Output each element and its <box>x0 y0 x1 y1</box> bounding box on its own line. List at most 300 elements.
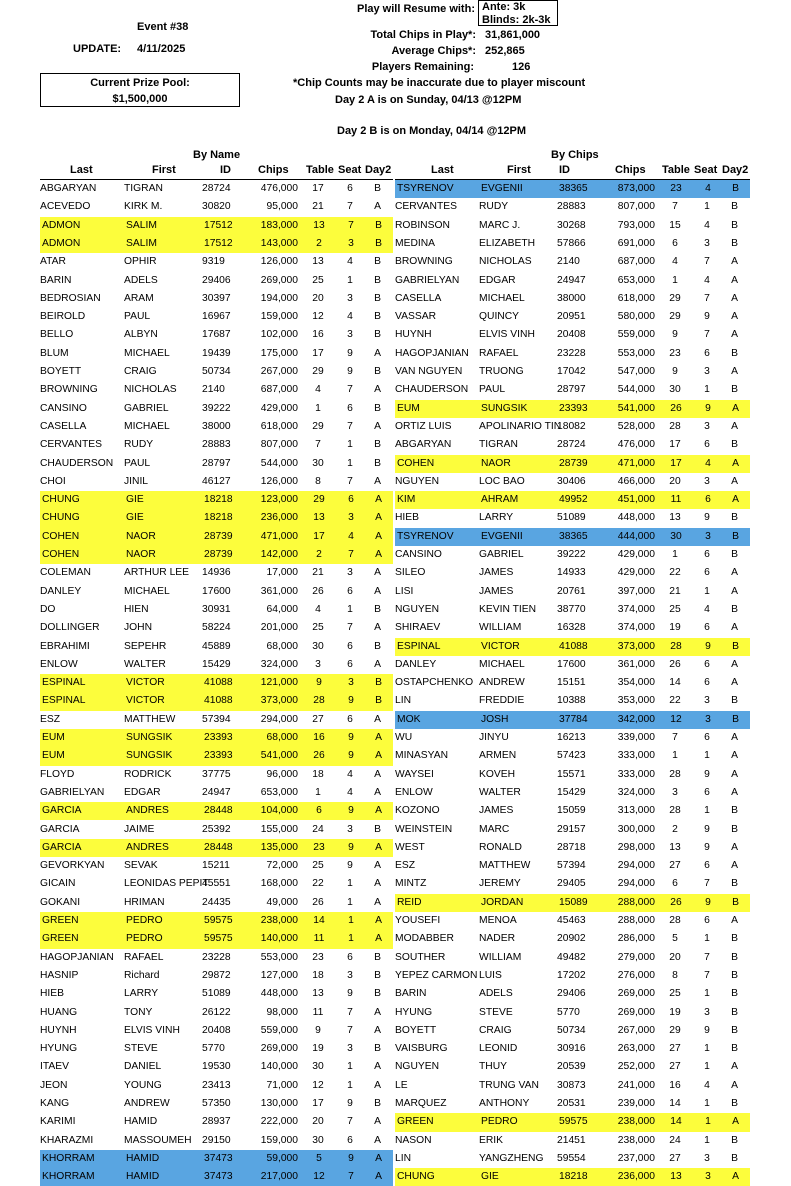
col-id: ID <box>559 164 570 176</box>
cell-seat: 3 <box>704 366 710 377</box>
cell-first: HRIMAN <box>124 896 165 908</box>
cell-chips: 140,000 <box>242 930 298 948</box>
cell-first: NADER <box>479 933 516 945</box>
table-row <box>40 857 393 875</box>
table-row <box>40 619 393 637</box>
cell-chips: 238,000 <box>242 912 298 930</box>
cell-table: 30 <box>655 528 695 546</box>
cell-last: KHARAZMI <box>40 1134 94 1146</box>
cell-seat: 3 <box>338 509 362 527</box>
cell-seat: 7 <box>347 1006 353 1018</box>
cell-first: SEVAK <box>124 860 158 872</box>
cell-first: HIEN <box>124 603 149 615</box>
cell-id: 29872 <box>202 969 231 981</box>
cell-table: 25 <box>669 988 681 1000</box>
cell-seat: 3 <box>347 969 353 981</box>
cell-seat: 6 <box>704 915 710 926</box>
col-seat: Seat <box>338 164 362 176</box>
cell-chips: 448,000 <box>260 988 298 1000</box>
cell-table: 27 <box>669 1152 681 1164</box>
cell-last: FLOYD <box>40 768 75 780</box>
cell-id: 20408 <box>202 1024 231 1036</box>
cell-id: 30268 <box>557 219 586 231</box>
cell-table: 1 <box>315 402 321 414</box>
cell-id: 28739 <box>557 455 597 473</box>
table-row <box>395 930 750 948</box>
cell-seat: 3 <box>695 528 719 546</box>
cell-chips: 59,000 <box>242 1150 298 1168</box>
cell-table: 13 <box>312 256 324 268</box>
table-row <box>395 326 750 344</box>
cell-first: ANDREW <box>124 1098 170 1109</box>
table-row <box>40 766 393 784</box>
cell-table: 21 <box>312 201 324 213</box>
cell-day2: A <box>374 1006 381 1018</box>
cell-seat: 4 <box>704 603 710 615</box>
cell-id: 26122 <box>202 1006 231 1018</box>
table-row <box>395 1022 750 1040</box>
cell-last: KIM <box>395 491 479 509</box>
cell-last: CHAUDERSON <box>395 384 469 396</box>
cell-seat: 4 <box>347 768 353 780</box>
cell-id: 39222 <box>557 549 586 560</box>
cell-table: 24 <box>312 823 324 835</box>
cell-id: 21451 <box>557 1134 586 1146</box>
cell-first: KOVEH <box>479 768 516 780</box>
cell-first: AHRAM <box>479 491 557 509</box>
table-row <box>40 1095 393 1113</box>
cell-chips: 143,000 <box>242 235 298 253</box>
cell-seat: 1 <box>347 878 353 890</box>
cell-day2: A <box>731 658 738 670</box>
cell-seat: 1 <box>704 750 710 762</box>
cell-id: 14933 <box>557 567 586 579</box>
table-row <box>395 363 750 381</box>
cell-chips: 142,000 <box>242 546 298 564</box>
update-date: 4/11/2025 <box>137 43 186 55</box>
cell-first: JAMES <box>479 805 514 817</box>
cell-day2: A <box>731 860 738 872</box>
prize-pool-label: Current Prize Pool: <box>90 77 190 89</box>
cell-id: 37775 <box>202 768 231 780</box>
cell-table: 28 <box>669 420 681 432</box>
cell-last: VAN NGUYEN <box>395 366 463 377</box>
col-table: Table <box>662 164 690 176</box>
cell-first: TIGRAN <box>124 183 163 194</box>
cell-first: JAMES <box>479 567 514 579</box>
cell-day2: B <box>731 439 738 451</box>
cell-chips: 547,000 <box>617 366 655 377</box>
cell-last: HUYNH <box>395 329 432 341</box>
cell-id: 20531 <box>557 1098 586 1109</box>
cell-id: 28724 <box>557 439 586 451</box>
table-row <box>40 711 393 729</box>
cell-first: GABRIEL <box>479 549 524 560</box>
table-row <box>395 400 750 418</box>
cell-day2: B <box>731 933 738 945</box>
cell-day2: A <box>362 546 393 564</box>
cell-id: 28883 <box>557 201 586 213</box>
cell-first: NAOR <box>124 528 202 546</box>
cell-chips: 476,000 <box>617 439 655 451</box>
cell-id: 45889 <box>202 640 231 652</box>
cell-seat: 4 <box>695 455 719 473</box>
cell-chips: 95,000 <box>266 201 298 213</box>
col-chips: Chips <box>615 164 646 176</box>
cell-id: 50734 <box>557 1024 586 1036</box>
cell-chips: 374,000 <box>617 622 655 634</box>
cell-last: GREEN <box>395 1113 479 1131</box>
cell-first: VICTOR <box>479 638 557 656</box>
cell-first: SALIM <box>124 235 202 253</box>
cell-id: 50734 <box>202 366 231 377</box>
cell-day2: B <box>731 805 738 817</box>
cell-last: NASON <box>395 1134 432 1146</box>
cell-day2: B <box>362 692 393 710</box>
by-chips-title: By Chips <box>551 149 599 161</box>
table-row <box>395 546 750 564</box>
cell-last: CHUNG <box>40 491 124 509</box>
cell-first: HAMID <box>124 1116 158 1128</box>
table-row <box>40 473 393 491</box>
cell-id: 59575 <box>202 930 242 948</box>
cell-last: DANLEY <box>395 658 437 670</box>
cell-chips: 168,000 <box>260 878 298 890</box>
average-chips-label: Average Chips*: <box>391 45 476 57</box>
cell-chips: 68,000 <box>242 729 298 747</box>
cell-id: 45551 <box>202 878 231 890</box>
cell-chips: 17,000 <box>266 567 298 579</box>
cell-id: 18218 <box>202 491 242 509</box>
cell-first: JORDAN <box>479 894 557 912</box>
col-last: Last <box>70 164 93 176</box>
cell-chips: 528,000 <box>617 420 655 432</box>
cell-seat: 7 <box>338 1168 362 1186</box>
cell-seat: 9 <box>704 1024 710 1036</box>
table-row <box>395 766 750 784</box>
cell-first: CRAIG <box>124 366 157 377</box>
cell-day2: B <box>731 823 738 835</box>
cell-chips: 374,000 <box>617 603 655 615</box>
cell-day2: A <box>362 839 393 857</box>
table-row <box>40 290 393 308</box>
cell-seat: 6 <box>704 658 710 670</box>
cell-last: MODABBER <box>395 933 454 945</box>
cell-last: COHEN <box>395 455 479 473</box>
cell-table: 28 <box>298 692 338 710</box>
cell-first: NICHOLAS <box>124 384 177 396</box>
table-row <box>40 894 393 912</box>
cell-id: 28718 <box>557 841 586 853</box>
table-row <box>395 967 750 985</box>
cell-last: KOZONO <box>395 805 440 817</box>
cell-seat: 1 <box>347 1079 353 1091</box>
cell-day2: A <box>374 347 381 359</box>
cell-chips: 217,000 <box>242 1168 298 1186</box>
cell-seat: 6 <box>704 567 710 579</box>
cell-table: 20 <box>312 1116 324 1128</box>
cell-last: LIN <box>395 695 412 707</box>
table-row <box>40 729 393 747</box>
cell-last: CHOI <box>40 475 66 487</box>
cell-first: NICHOLAS <box>479 256 532 268</box>
cell-seat: 9 <box>704 823 710 835</box>
cell-day2: A <box>719 1113 750 1131</box>
cell-seat: 4 <box>704 274 710 286</box>
cell-id: 28937 <box>202 1116 231 1128</box>
cell-last: BROWNING <box>40 384 98 396</box>
blinds-box <box>478 0 558 26</box>
cell-id: 28448 <box>202 839 242 857</box>
cell-last: CANSINO <box>40 402 87 414</box>
table-row <box>40 381 393 399</box>
cell-first: MARC J. <box>479 219 521 231</box>
cell-day2: A <box>731 677 738 689</box>
table-row <box>395 455 750 473</box>
cell-id: 30916 <box>557 1043 586 1055</box>
cell-last: YEPEZ CARMON <box>395 969 478 981</box>
table-row <box>40 1150 393 1168</box>
cell-first: PAUL <box>124 311 151 323</box>
table-row <box>395 747 750 765</box>
col-id: ID <box>220 164 231 176</box>
cell-last: ESPINAL <box>395 638 479 656</box>
cell-seat: 9 <box>704 768 710 780</box>
cell-last: VAISBURG <box>395 1043 448 1055</box>
table-row <box>40 1077 393 1095</box>
table-row <box>395 1077 750 1095</box>
cell-table: 25 <box>669 603 681 615</box>
cell-last: NGUYEN <box>395 603 440 615</box>
cell-first: PEDRO <box>479 1113 557 1131</box>
cell-id: 15151 <box>557 677 586 689</box>
cell-last: CASELLA <box>40 420 87 432</box>
cell-first: MICHAEL <box>124 585 170 597</box>
cell-first: RONALD <box>479 841 522 853</box>
cell-seat: 1 <box>704 585 710 597</box>
cell-day2: A <box>731 567 738 579</box>
cell-id: 37473 <box>202 1168 242 1186</box>
cell-first: QUINCY <box>479 311 520 323</box>
table-row <box>40 839 393 857</box>
cell-seat: 3 <box>704 1152 710 1164</box>
cell-table: 29 <box>312 366 324 377</box>
table-row <box>40 528 393 546</box>
cell-last: EUM <box>395 400 479 418</box>
cell-id: 17042 <box>557 366 586 377</box>
cell-first: CRAIG <box>479 1024 512 1036</box>
cell-seat: 7 <box>704 878 710 890</box>
cell-chips: 286,000 <box>617 933 655 945</box>
cell-day2: B <box>719 638 750 656</box>
cell-first: SEPEHR <box>124 640 167 652</box>
table-row <box>395 583 750 601</box>
cell-first: RAFAEL <box>124 951 164 963</box>
cell-seat: 7 <box>347 1116 353 1128</box>
table-row <box>395 802 750 820</box>
cell-seat: 9 <box>338 729 362 747</box>
table-row <box>40 253 393 271</box>
table-row <box>395 509 750 527</box>
cell-first: MENOA <box>479 915 517 926</box>
cell-last: MARQUEZ <box>395 1098 447 1109</box>
cell-id: 20408 <box>557 329 586 341</box>
cell-chips: 222,000 <box>260 1116 298 1128</box>
cell-seat: 3 <box>338 674 362 692</box>
cell-seat: 1 <box>704 1061 710 1073</box>
players-remaining-value: 126 <box>512 61 531 73</box>
cell-first: TIGRAN <box>479 439 518 451</box>
cell-table: 28 <box>655 638 695 656</box>
cell-chips: 72,000 <box>266 860 298 872</box>
cell-seat: 7 <box>347 420 353 432</box>
cell-day2: A <box>374 622 381 634</box>
cell-table: 2 <box>672 823 678 835</box>
table-row <box>395 601 750 619</box>
cell-table: 18 <box>312 969 324 981</box>
table-row <box>395 1168 750 1186</box>
table-row <box>40 217 393 235</box>
cell-id: 23393 <box>557 400 597 418</box>
cell-first: ARAM <box>124 292 154 304</box>
cell-day2: B <box>731 1043 738 1055</box>
cell-id: 30820 <box>202 201 231 213</box>
cell-id: 59554 <box>557 1152 586 1164</box>
table-row <box>40 363 393 381</box>
cell-last: BROWNING <box>395 256 453 268</box>
cell-last: EUM <box>40 729 124 747</box>
cell-table: 13 <box>669 841 681 853</box>
cell-day2: A <box>374 420 381 432</box>
cell-id: 46127 <box>202 475 231 487</box>
cell-day2: A <box>374 567 381 579</box>
cell-chips: 267,000 <box>617 1024 655 1036</box>
cell-day2: A <box>731 475 738 487</box>
cell-chips: 544,000 <box>617 384 655 396</box>
cell-id: 14936 <box>202 567 231 579</box>
cell-id: 59575 <box>202 912 242 930</box>
cell-last: CHUNG <box>40 509 124 527</box>
cell-chips: 236,000 <box>242 509 298 527</box>
cell-id: 38365 <box>557 180 597 198</box>
cell-table: 25 <box>312 622 324 634</box>
cell-id: 30406 <box>557 475 586 487</box>
cell-id: 20539 <box>557 1061 586 1073</box>
cell-seat: 6 <box>704 622 710 634</box>
table-row <box>40 985 393 1003</box>
cell-table: 16 <box>312 329 324 341</box>
cell-table: 5 <box>672 933 678 945</box>
cell-chips: 123,000 <box>242 491 298 509</box>
cell-id: 38000 <box>202 420 231 432</box>
cell-last: EBRAHIMI <box>40 640 90 652</box>
cell-table: 27 <box>669 1043 681 1055</box>
cell-chips: 466,000 <box>617 475 655 487</box>
cell-id: 41088 <box>202 692 242 710</box>
cell-first: LOC BAO <box>479 475 525 487</box>
table-row <box>395 473 750 491</box>
cell-last: GARCIA <box>40 802 124 820</box>
cell-last: COHEN <box>40 546 124 564</box>
table-row <box>40 546 393 564</box>
table-row <box>395 491 750 509</box>
cell-seat: 1 <box>347 896 353 908</box>
cell-day2: B <box>374 1098 381 1109</box>
cell-day2: B <box>731 988 738 1000</box>
table-row <box>40 930 393 948</box>
cell-chips: 544,000 <box>260 457 298 469</box>
cell-table: 20 <box>669 475 681 487</box>
table-row <box>40 802 393 820</box>
cell-id: 23228 <box>557 347 586 359</box>
cell-seat: 9 <box>347 1098 353 1109</box>
cell-first: STEVE <box>124 1043 158 1055</box>
table-row <box>395 345 750 363</box>
cell-day2: A <box>731 1079 738 1091</box>
cell-first: SALIM <box>124 217 202 235</box>
table-row <box>395 857 750 875</box>
cell-chips: 333,000 <box>617 768 655 780</box>
cell-id: 57423 <box>557 750 586 762</box>
cell-day2: B <box>374 640 381 652</box>
cell-last: ESPINAL <box>40 674 124 692</box>
cell-last: CHAUDERSON <box>40 457 114 469</box>
cell-day2: A <box>731 768 738 780</box>
cell-seat: 1 <box>347 439 353 451</box>
cell-id: 51089 <box>557 512 586 524</box>
cell-table: 16 <box>298 729 338 747</box>
cell-table: 7 <box>315 439 321 451</box>
table-row <box>40 235 393 253</box>
table-row <box>395 894 750 912</box>
cell-seat: 6 <box>704 347 710 359</box>
cell-last: OSTAPCHENKO <box>395 677 474 689</box>
cell-chips: 807,000 <box>260 439 298 451</box>
cell-chips: 653,000 <box>260 786 298 798</box>
cell-chips: 159,000 <box>260 311 298 323</box>
cell-seat: 3 <box>347 823 353 835</box>
cell-chips: 361,000 <box>260 585 298 597</box>
cell-first: THUY <box>479 1061 508 1073</box>
cell-seat: 9 <box>704 311 710 323</box>
cell-id: 29406 <box>557 988 586 1000</box>
cell-chips: 429,000 <box>617 567 655 579</box>
cell-id: 17687 <box>202 329 231 341</box>
cell-last: CASELLA <box>395 292 442 304</box>
cell-chips: 559,000 <box>617 329 655 341</box>
cell-day2: A <box>362 509 393 527</box>
table-row <box>40 638 393 656</box>
cell-table: 7 <box>672 201 678 213</box>
cell-chips: 553,000 <box>260 951 298 963</box>
cell-last: HIEB <box>40 988 65 1000</box>
by-name-title: By Name <box>193 149 241 161</box>
cell-day2: B <box>374 603 381 615</box>
cell-seat: 6 <box>704 860 710 872</box>
cell-last: GEVORKYAN <box>40 860 105 872</box>
cell-day2: A <box>362 802 393 820</box>
cell-first: PAUL <box>124 457 151 469</box>
cell-table: 3 <box>672 786 678 798</box>
cell-table: 9 <box>672 366 678 377</box>
cell-first: MATTHEW <box>124 713 176 725</box>
cell-last: WAYSEI <box>395 768 434 780</box>
cell-day2: B <box>731 201 738 213</box>
cell-chips: 448,000 <box>617 512 655 524</box>
cell-last: BEIROLD <box>40 311 86 323</box>
cell-first: JEREMY <box>479 878 521 890</box>
cell-id: 19530 <box>202 1061 231 1073</box>
